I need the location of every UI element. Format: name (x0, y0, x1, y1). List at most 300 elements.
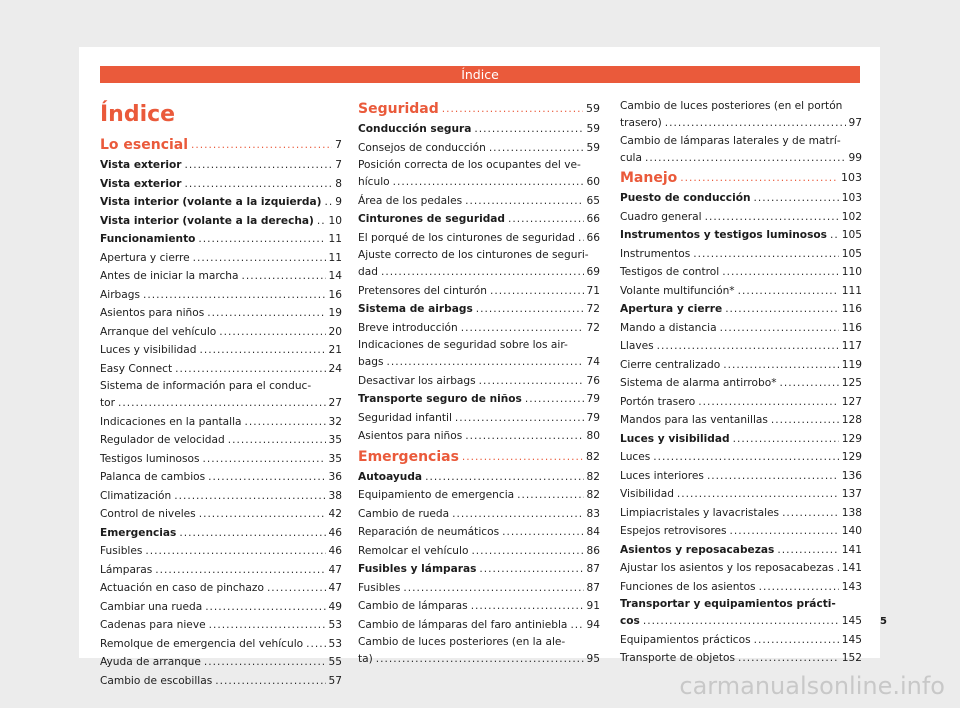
toc-entry (358, 282, 600, 301)
toc-entry-label: Sistema de alarma antirrobo* (620, 377, 777, 389)
toc-page-number: 24 (328, 362, 342, 375)
toc-entry-label: Luces y visibilidad (620, 432, 730, 445)
dot-leader (205, 598, 325, 617)
dot-leader (461, 319, 584, 338)
toc-entry-row (620, 114, 862, 133)
toc-entry-label: Conducción segura (358, 123, 472, 135)
dot-leader (517, 486, 583, 505)
dot-leader (241, 267, 325, 286)
toc-page-number: 11 (328, 251, 342, 264)
toc-entry-label: Vista interior (volante a la izquierda) (100, 196, 322, 208)
toc-entry-row (358, 542, 600, 561)
toc-entry (620, 448, 862, 467)
toc-entry (620, 649, 862, 668)
toc-entry-label: ta) (358, 653, 373, 665)
toc-entry-row (620, 149, 862, 168)
dot-leader (191, 134, 332, 156)
dot-leader (705, 208, 839, 227)
toc-page-number: 11 (328, 233, 342, 245)
toc-entry (620, 263, 862, 282)
toc-entry-label: Mandos para las ventanillas (620, 414, 768, 426)
dot-leader (693, 245, 838, 264)
toc-page-number: 53 (328, 637, 342, 650)
toc-page-number: 59 (586, 123, 600, 135)
toc-entry-row (358, 263, 600, 282)
toc-entry (358, 300, 600, 319)
dot-leader (490, 282, 584, 301)
dot-leader (267, 579, 326, 598)
toc-page-number: 152 (841, 652, 862, 664)
dot-leader (215, 672, 325, 691)
toc-entry-row (358, 523, 600, 542)
dot-leader (145, 542, 325, 561)
dot-leader (118, 394, 326, 413)
toc-entry (100, 304, 342, 323)
dot-leader (525, 390, 584, 409)
toc-entry-row (620, 189, 862, 208)
toc-page-number: 59 (586, 141, 600, 154)
toc-entry-row (620, 541, 862, 560)
dot-leader (578, 229, 583, 248)
toc-entry-row (100, 635, 342, 654)
toc-entry-row (358, 409, 600, 428)
toc-page-number: 59 (586, 102, 600, 115)
toc-section-heading (100, 134, 342, 156)
dot-leader (653, 448, 838, 467)
toc-page-number: 128 (841, 414, 862, 426)
toc-entry-row (100, 304, 342, 323)
dot-leader (698, 393, 839, 412)
toc-entry (358, 597, 600, 616)
dot-leader (479, 372, 584, 391)
toc-entry (620, 319, 862, 338)
toc-entry-row (358, 560, 600, 579)
toc-entry-label: Fusibles (100, 545, 143, 557)
toc-entry-row (620, 649, 862, 668)
toc-column-1 (100, 134, 342, 690)
dot-leader (184, 156, 332, 175)
toc-entry-label: Testigos de control (620, 266, 720, 278)
dot-leader (782, 504, 839, 523)
dot-leader (324, 193, 332, 212)
toc-page-number: 143 (841, 580, 862, 593)
toc-page-number: 119 (841, 358, 862, 371)
toc-page-number: 141 (841, 543, 862, 556)
toc-entry-row (620, 393, 862, 412)
toc-page-number: 35 (328, 452, 342, 465)
toc-entry-label: Área de los pedales (358, 194, 463, 207)
toc-entry-row (358, 505, 600, 524)
toc-page-number: 35 (328, 434, 342, 446)
toc-entry-label: Ajustar los asientos y los reposacabezas (620, 562, 834, 574)
toc-entry-label: Equipamientos prácticos (620, 633, 751, 646)
toc-entry (100, 635, 342, 654)
toc-entry (358, 337, 600, 372)
toc-entry-label: Espejos retrovisores (620, 525, 727, 537)
toc-entry-row (100, 616, 342, 635)
toc-page-number: 46 (328, 545, 342, 557)
toc-page-number: 129 (841, 432, 862, 445)
toc-entry (620, 559, 862, 578)
dot-leader (462, 446, 583, 468)
toc-entry (100, 267, 342, 286)
toc-page-number: 76 (586, 374, 600, 387)
toc-entry-row (358, 486, 600, 505)
toc-entry-row (100, 230, 342, 249)
toc-entry-row (100, 413, 342, 432)
dot-leader (508, 210, 583, 229)
toc-entry-label: Apertura y cierre (100, 251, 190, 264)
toc-entry-label: Lo esencial (100, 137, 189, 153)
toc-entry-label-line: Cambio de luces posteriores (en la ale- (358, 636, 566, 648)
toc-page-number: 82 (586, 489, 600, 501)
toc-page-number: 111 (841, 284, 862, 297)
toc-page-number: 87 (586, 563, 600, 575)
dot-leader (476, 300, 584, 319)
toc-entry-label-line: Indicaciones de seguridad sobre los air- (358, 339, 568, 351)
toc-page-number: 79 (586, 411, 600, 424)
toc-entry-label: Luces (620, 451, 651, 463)
toc-entry-row (620, 578, 862, 597)
toc-entry (100, 598, 342, 617)
toc-page-number: 125 (841, 377, 862, 389)
toc-entry-label: Testigos luminosos (100, 452, 200, 465)
toc-entry (100, 431, 342, 450)
toc-entry-row (100, 561, 342, 580)
toc-entry-label: Equipamiento de emergencia (358, 489, 515, 501)
toc-section-heading (358, 98, 600, 120)
dot-leader (759, 578, 839, 597)
toc-entry (358, 247, 600, 282)
toc-entry-row (100, 249, 342, 268)
toc-entry-row (620, 411, 862, 430)
toc-entry-label: Luces interiores (620, 469, 704, 482)
toc-entry-row (100, 542, 342, 561)
toc-entry-row (358, 468, 600, 487)
toc-entry-label: Seguridad infantil (358, 411, 452, 424)
dot-leader (209, 616, 326, 635)
dot-leader (738, 649, 839, 668)
toc-entry-row (100, 450, 342, 469)
toc-entry-label: Funciones de los asientos (620, 580, 756, 593)
toc-entry-row (100, 156, 342, 175)
toc-entry (358, 427, 600, 446)
toc-entry-label: Breve introducción (358, 321, 458, 334)
toc-page-number: 80 (586, 430, 600, 442)
toc-entry-label: Antes de iniciar la marcha (100, 270, 239, 282)
toc-entry-label-line: Sistema de información para el conduc- (100, 380, 312, 392)
toc-entry-label: Autoayuda (358, 470, 423, 483)
toc-page-number: 82 (586, 449, 600, 463)
dot-leader (184, 175, 332, 194)
toc-entry (100, 653, 342, 672)
toc-entry-label: Cambio de lámparas (358, 600, 468, 612)
toc-entry-row (620, 559, 862, 578)
toc-entry (100, 360, 342, 379)
toc-entry (620, 300, 862, 319)
toc-entry (100, 230, 342, 249)
toc-entry-row (620, 631, 862, 650)
dot-leader (207, 304, 325, 323)
toc-entry-label: Luces y visibilidad (100, 344, 197, 356)
toc-entry-row (620, 208, 862, 227)
toc-entry (100, 323, 342, 342)
toc-entry (358, 634, 600, 669)
toc-page-number: 47 (328, 563, 342, 576)
toc-page-number: 103 (841, 171, 862, 184)
toc-page-number: 82 (586, 470, 600, 483)
toc-page-number: 21 (328, 344, 342, 356)
toc-page-number: 97 (848, 117, 862, 129)
dot-leader (570, 616, 583, 635)
toc-entry-label: Cambio de rueda (358, 507, 450, 520)
toc-entry-row (358, 300, 600, 319)
toc-entry-row (100, 505, 342, 524)
toc-entry (358, 157, 600, 192)
toc-entry-row (620, 504, 862, 523)
dot-leader (730, 522, 839, 541)
toc-entry-label: Cambiar una rueda (100, 600, 203, 613)
toc-entry (358, 319, 600, 338)
toc-entry-label-line: Cambio de lámparas laterales y de matrí- (620, 134, 841, 147)
dot-leader (175, 360, 325, 379)
toc-entry-row (620, 263, 862, 282)
toc-entry-label: Reparación de neumáticos (358, 526, 500, 538)
dot-leader (198, 230, 325, 249)
toc-entry-label: tor (100, 397, 115, 409)
toc-page-number: 105 (841, 229, 862, 241)
toc-entry-row (100, 579, 342, 598)
toc-entry-label: Sistema de airbags (358, 303, 473, 315)
toc-entry-label: Instrumentos (620, 247, 691, 260)
toc-entry-label: Manejo (620, 170, 678, 186)
toc-entry-label: Limpiacristales y lavacristales (620, 506, 780, 519)
toc-entry (358, 505, 600, 524)
toc-entry (100, 561, 342, 580)
toc-entry (100, 579, 342, 598)
toc-page-number: 71 (586, 284, 600, 297)
toc-entry-label: Arranque del vehículo (100, 325, 217, 338)
dot-leader (376, 650, 584, 669)
toc-entry-row (358, 616, 600, 635)
toc-entry-label: bags (358, 356, 384, 368)
toc-entry (100, 505, 342, 524)
toc-entry-label: dad (358, 266, 378, 278)
toc-entry-label: Airbags (100, 288, 141, 301)
toc-entry-label: El porqué de los cinturones de seguridad (358, 231, 576, 244)
toc-entry-row (358, 353, 600, 372)
dot-leader (452, 505, 583, 524)
toc-entry (620, 245, 862, 264)
toc-entry-label: Cadenas para nieve (100, 619, 206, 631)
watermark-logo: carmanualsonline.info (679, 672, 945, 700)
toc-entry-row (100, 360, 342, 379)
toc-page-number: 16 (328, 288, 342, 301)
dot-leader (179, 524, 325, 543)
toc-entry-row (358, 319, 600, 338)
toc-entry-row (358, 173, 600, 192)
toc-entry-row (100, 212, 342, 231)
toc-entry (100, 468, 342, 487)
toc-entry-label: Asientos y reposacabezas (620, 543, 775, 556)
toc-entry-label: Fusibles y lámparas (358, 563, 477, 575)
dot-leader (193, 249, 326, 268)
toc-page-number: 69 (586, 266, 600, 278)
toc-entry-label: Climatización (100, 489, 172, 502)
toc-entry-row (358, 210, 600, 229)
toc-entry-label: Indicaciones en la pantalla (100, 415, 242, 428)
toc-entry-label-line: Ajuste correcto de los cinturones de seguri- (358, 249, 589, 261)
toc-entry-label: Control de niveles (100, 508, 196, 520)
toc-page-number: 137 (841, 488, 862, 500)
toc-entry-label: Emergencias (100, 526, 177, 539)
toc-entry-row (100, 394, 342, 413)
toc-entry-label: Cambio de escobillas (100, 674, 213, 687)
toc-page-number: 117 (841, 340, 862, 352)
dot-leader (442, 98, 583, 120)
toc-page-number: 66 (586, 213, 600, 225)
toc-entry-label-line: Posición correcta de los ocupantes del ve- (358, 159, 581, 171)
toc-entry (620, 485, 862, 504)
toc-page-number: 91 (586, 600, 600, 612)
toc-page-number: 145 (841, 615, 862, 627)
toc-entry (620, 356, 862, 375)
dot-leader (143, 286, 326, 305)
toc-entry (358, 468, 600, 487)
toc-entry (620, 208, 862, 227)
dot-leader (174, 487, 325, 506)
toc-entry (620, 226, 862, 245)
toc-page-number: 72 (586, 303, 600, 315)
toc-entry-label: Mando a distancia (620, 321, 717, 334)
toc-entry (620, 541, 862, 560)
toc-entry-row (100, 653, 342, 672)
toc-entry-label: Asientos para niños (100, 307, 205, 319)
toc-entry-label: Cambio de lámparas del faro antiniebla (358, 618, 568, 631)
dot-leader (204, 653, 326, 672)
toc-entry (620, 578, 862, 597)
toc-page-number: 38 (328, 489, 342, 502)
dot-leader (393, 173, 584, 192)
dot-leader (471, 542, 583, 561)
dot-leader (203, 450, 326, 469)
toc-entry (620, 522, 862, 541)
dot-leader (403, 579, 583, 598)
toc-entry (100, 286, 342, 305)
toc-entry (620, 393, 862, 412)
toc-page-number: 116 (841, 303, 862, 315)
toc-page-number: 105 (841, 247, 862, 260)
toc-page-number: 79 (586, 393, 600, 405)
toc-page-number: 129 (841, 451, 862, 463)
toc-entry (100, 134, 342, 156)
dot-leader (722, 263, 839, 282)
dot-leader (199, 505, 326, 524)
toc-entry-label: Remolcar el vehículo (358, 544, 469, 557)
toc-entry (100, 450, 342, 469)
toc-entry (100, 542, 342, 561)
toc-entry (620, 631, 862, 650)
dot-leader (479, 560, 583, 579)
toc-entry-label: Cinturones de seguridad (358, 213, 506, 225)
toc-entry-row (620, 337, 862, 356)
toc-entry (620, 430, 862, 449)
toc-page-number: 94 (586, 618, 600, 631)
dot-leader (643, 612, 839, 631)
toc-page-number: 55 (328, 656, 342, 668)
toc-entry (620, 189, 862, 208)
toc-page-number: 8 (335, 177, 342, 190)
toc-entry-row (620, 226, 862, 245)
toc-page-number: 84 (586, 526, 600, 538)
toc-entry-row (620, 485, 862, 504)
toc-entry (620, 504, 862, 523)
toc-section-heading (358, 446, 600, 468)
toc-entry (100, 212, 342, 231)
toc-entry-label: trasero) (620, 117, 662, 129)
toc-page-number: 10 (328, 214, 342, 227)
toc-entry (620, 411, 862, 430)
toc-entry-row (358, 229, 600, 248)
toc-page-number: 14 (328, 270, 342, 282)
toc-entry (358, 192, 600, 211)
toc-page-number: 72 (586, 321, 600, 334)
toc-entry (620, 282, 862, 301)
dot-leader (465, 427, 583, 446)
dot-leader (381, 263, 584, 282)
toc-page-number: 47 (328, 582, 342, 594)
toc-entry (100, 413, 342, 432)
toc-page-number: 83 (586, 507, 600, 520)
toc-page-number: 145 (841, 633, 862, 646)
toc-page-number: 102 (841, 210, 862, 223)
toc-entry-label: Llaves (620, 340, 654, 352)
toc-entry (100, 524, 342, 543)
toc-entry-row (358, 282, 600, 301)
dot-leader (780, 374, 839, 393)
toc-entry-row (358, 579, 600, 598)
toc-page-number: 138 (841, 506, 862, 519)
toc-entry-label: Cierre centralizado (620, 358, 721, 371)
toc-page-number: 36 (328, 471, 342, 483)
toc-entry-row (100, 323, 342, 342)
toc-entry-label: Consejos de conducción (358, 141, 486, 154)
toc-page-number: 60 (586, 176, 600, 188)
toc-entry (358, 229, 600, 248)
toc-entry-label: Apertura y cierre (620, 303, 723, 315)
toc-entry (358, 579, 600, 598)
toc-entry (100, 193, 342, 212)
toc-entry (100, 487, 342, 506)
toc-entry-row (100, 468, 342, 487)
toc-entry-label: Pretensores del cinturón (358, 284, 487, 297)
toc-entry-label: Emergencias (358, 448, 459, 465)
dot-leader (754, 631, 839, 650)
toc-entry-row (620, 612, 862, 631)
toc-page-number: 32 (328, 415, 342, 428)
toc-page-number: 136 (841, 469, 862, 482)
dot-leader (219, 323, 325, 342)
toc-entry-row (358, 372, 600, 391)
page-title: Índice (100, 102, 176, 127)
toc-entry-row (620, 430, 862, 449)
toc-entry-label: Vista exterior (100, 177, 182, 190)
toc-entry-row (620, 467, 862, 486)
toc-entry (358, 210, 600, 229)
toc-page-number: 103 (841, 192, 862, 204)
toc-entry-row (100, 341, 342, 360)
toc-entry-label: Vista interior (volante a la derecha) (100, 214, 314, 227)
